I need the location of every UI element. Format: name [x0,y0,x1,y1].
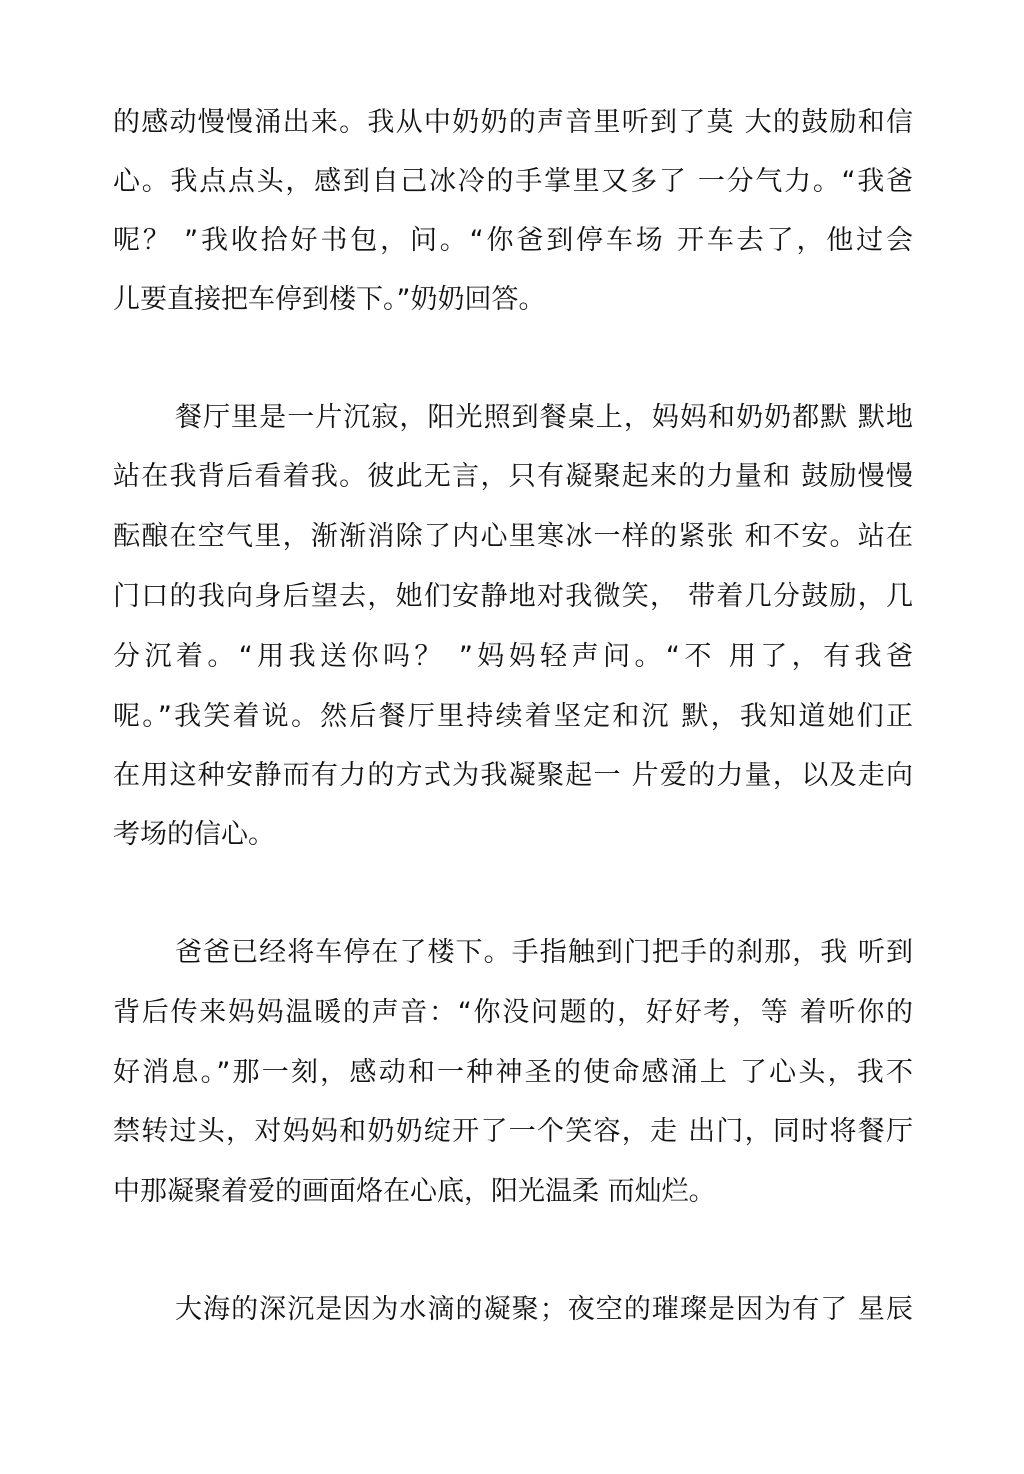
text-line: 中那凝聚着爱的画面烙在心底，阳光温柔 而灿烂。 [113,1176,716,1207]
text-line: 背后传来妈妈温暖的声音：“你没问题的，好好考，等 着听你的 [113,997,913,1028]
paragraph-first-line: 爸爸已经将车停在了楼下。手指触到门把手的刹那，我 听到 [175,937,913,968]
text-line: 酝酿在空气里，渐渐消除了内心里寒冰一样的紧张 和不安。站在 [113,521,913,552]
text-line: 站在我背后看着我。彼此无言，只有凝聚起来的力量和 鼓励慢慢 [113,461,913,492]
text-line: 心。我点点头，感到自己冰冷的手掌里又多了 一分气力。“我爸 [113,166,913,197]
text-line: 儿要直接把车停到楼下。”奶奶回答。 [113,284,546,315]
text-line: 在用这种安静而有力的方式为我凝聚起一 片爱的力量，以及走向 [113,760,913,791]
paragraph-first-line: 餐厅里是一片沉寂，阳光照到餐桌上，妈妈和奶奶都默 默地 [175,402,913,433]
text-line: 的感动慢慢涌出来。我从中奶奶的声音里听到了莫 大的鼓励和信 [113,107,913,138]
text-line: 呢？ ”我收拾好书包，问。“你爸到停车场 开车去了，他过会 [113,225,913,256]
paragraph-first-line: 大海的深沉是因为水滴的凝聚；夜空的璀璨是因为有了 星辰 [175,1294,913,1325]
text-line: 呢。”我笑着说。然后餐厅里持续着坚定和沉 默，我知道她们正 [113,701,913,732]
text-line: 分沉着。“用我送你吗？ ”妈妈轻声问。“不 用了，有我爸 [113,641,913,672]
text-line: 门口的我向身后望去，她们安静地对我微笑， 带着几分鼓励，几 [113,581,913,612]
text-line: 考场的信心。 [113,819,275,850]
text-line: 禁转过头，对妈妈和奶奶绽开了一个笑容，走 出门，同时将餐厅 [113,1116,913,1147]
text-line: 好消息。”那一刻，感动和一种神圣的使命感涌上 了心头，我不 [113,1057,913,1088]
